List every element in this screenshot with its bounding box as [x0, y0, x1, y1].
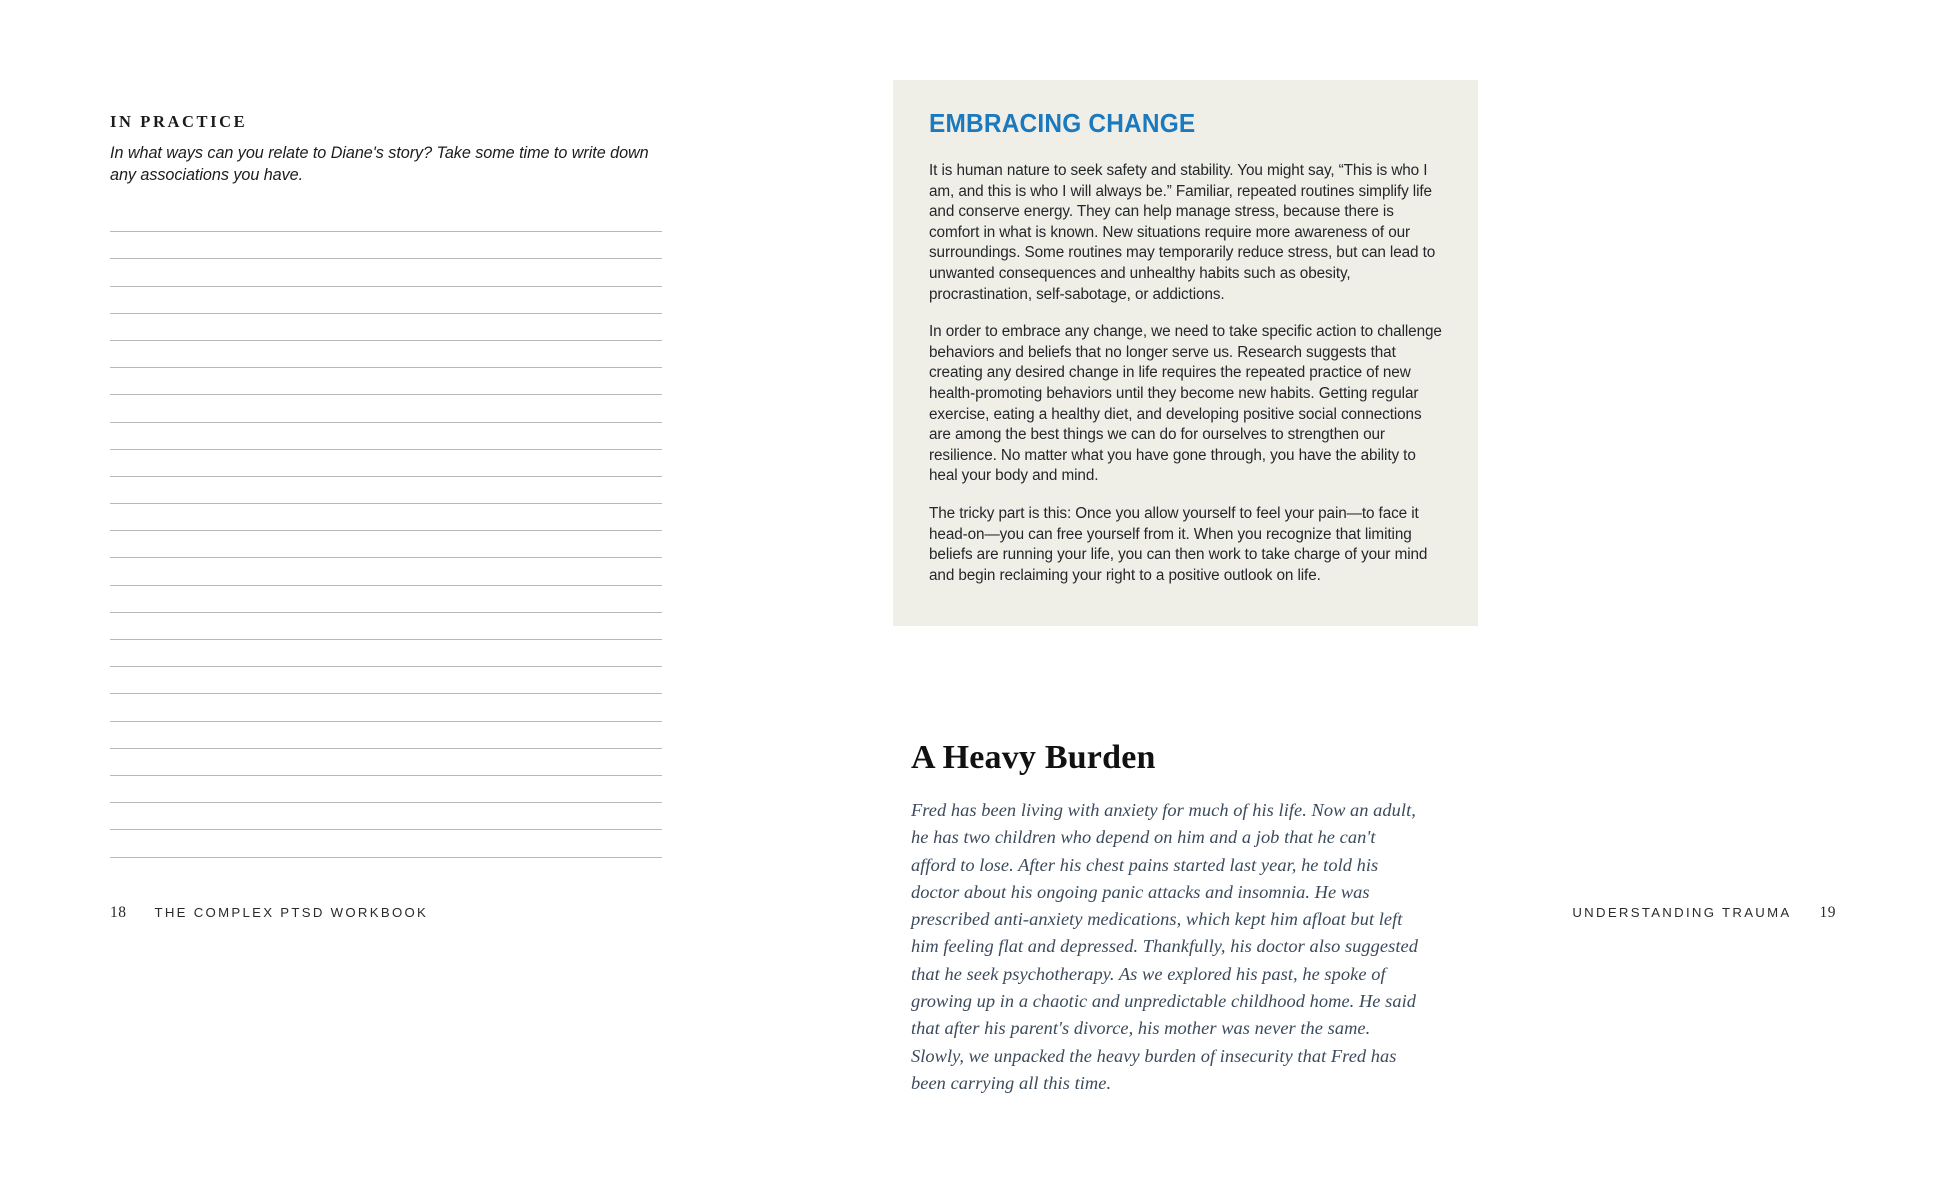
writing-line[interactable]: [110, 368, 662, 395]
writing-line[interactable]: [110, 450, 662, 477]
practice-prompt-text: In what ways can you relate to Diane's story? Take some time to write down any associations you have.: [110, 144, 649, 184]
writing-line[interactable]: [110, 558, 662, 585]
writing-line[interactable]: [110, 776, 662, 803]
writing-line[interactable]: [110, 749, 662, 776]
callout-paragraph: It is human nature to seek safety and stability. You might say, “This is who I am, and this is who I will always be.” Familiar, repeated routines simplify life and conserve energy. They can help manage stress, because there is comfort in what is known. New situations require more awareness of our surroundings. Some routines may temporarily reduce stress, but can lead to unwanted consequences and unhealthy habits such as obesity, procrastination, self-sabotage, or addictions.: [929, 162, 1436, 303]
writing-line[interactable]: [110, 423, 662, 450]
writing-line[interactable]: [110, 613, 662, 640]
section-heading-a-heavy-burden: A Heavy Burden: [911, 739, 1156, 776]
writing-line[interactable]: [110, 694, 662, 721]
callout-paragraph: In order to embrace any change, we need to take specific action to challenge behaviors and beliefs that no longer serve us. Research suggests that creating any desired change in life requires the repeated practice of new health-promoting behaviors until they become new habits. Getting regular exercise, eating a healthy diet, and developing positive social connections are among the best things we can do for ourselves to strengthen our resilience. No matter what you have gone through, you have the ability to heal your body and mind.: [929, 323, 1442, 485]
in-practice-label: IN PRACTICE: [110, 112, 248, 131]
writing-line[interactable]: [110, 259, 662, 286]
writing-line[interactable]: [110, 504, 662, 531]
writing-line[interactable]: [110, 232, 662, 259]
writing-line[interactable]: [110, 314, 662, 341]
right-page-running-title: UNDERSTANDING TRAUMA: [1572, 905, 1792, 920]
right-page-number: 19: [1819, 904, 1836, 921]
writing-line[interactable]: [110, 477, 662, 504]
left-page-running-title: THE COMPLEX PTSD WORKBOOK: [154, 905, 429, 920]
right-page-footer: [1572, 904, 1836, 922]
writing-line[interactable]: [110, 640, 662, 667]
writing-lines-area[interactable]: [110, 205, 662, 858]
writing-line[interactable]: [110, 205, 662, 232]
writing-line[interactable]: [110, 287, 662, 314]
callout-paragraph: The tricky part is this: Once you allow yourself to feel your pain—to face it head-on—you can free yourself from it. When you recognize that limiting beliefs are running your life, you can then work to take charge of your mind and begin reclaiming your right to a positive outlook on life.: [929, 504, 1428, 584]
writing-line[interactable]: [110, 586, 662, 613]
writing-line[interactable]: [110, 830, 662, 857]
writing-line[interactable]: [110, 803, 662, 830]
callout-title: EMBRACING CHANGE: [929, 108, 1196, 138]
writing-line[interactable]: [110, 341, 662, 368]
right-page: [911, 0, 1946, 1200]
left-page-number: 18: [110, 904, 127, 921]
writing-line[interactable]: [110, 531, 662, 558]
left-page-footer: [110, 904, 428, 922]
case-story-text: Fred has been living with anxiety for much of his life. Now an adult, he has two children who depend on him and a job that he can't afford to lose. After his chest pains started last year, he told his doctor about his ongoing panic attacks and insomnia. He was prescribed anti-anxiety medications, which kept him afloat but left him feeling flat and depressed. Thankfully, his doctor also suggested that he seek psychotherapy. As we explored his past, he spoke of growing up in a chaotic and unpredictable childhood home. He said that after his parent's divorce, his mother was never the same. Slowly, we unpacked the heavy burden of insecurity that Fred has been carrying all this time.: [911, 800, 1418, 1093]
embracing-change-callout: [893, 80, 1478, 626]
writing-line[interactable]: [110, 667, 662, 694]
writing-line[interactable]: [110, 395, 662, 422]
writing-line[interactable]: [110, 722, 662, 749]
